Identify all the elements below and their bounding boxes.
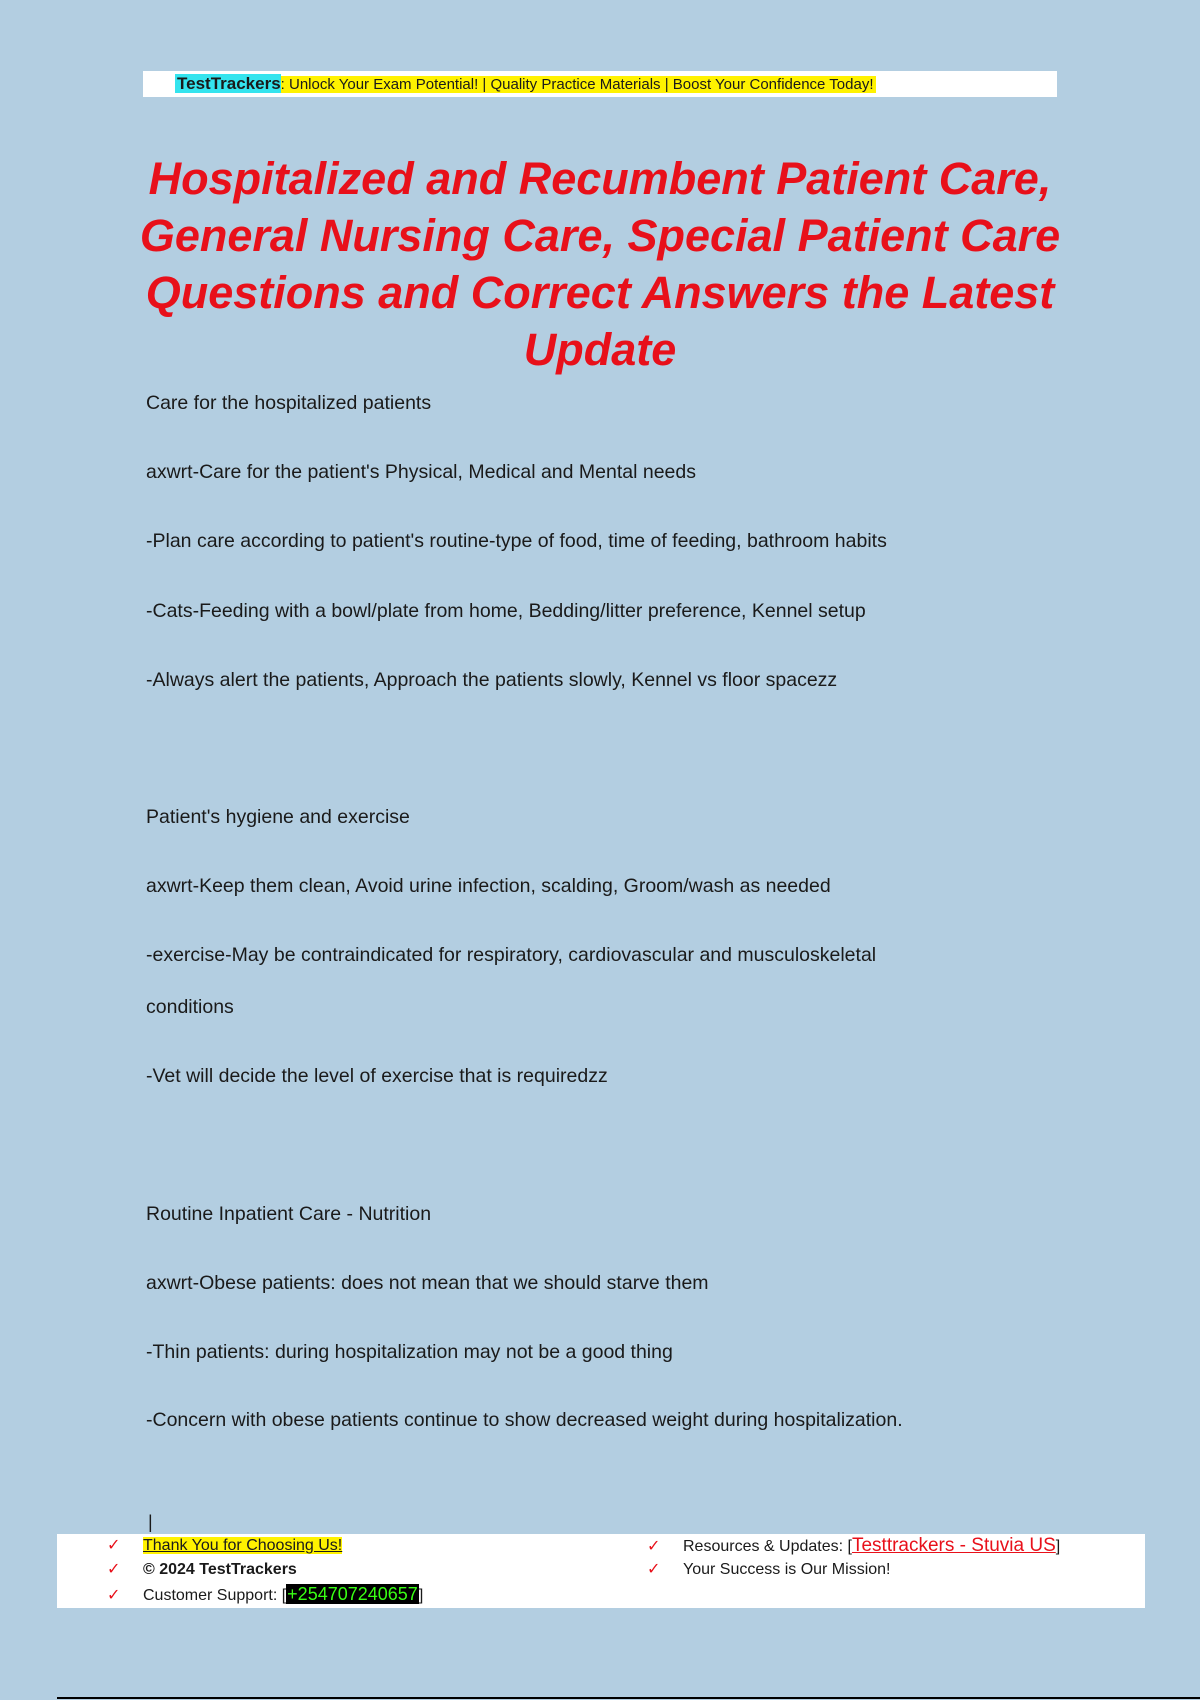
answer-line: axwrt-Keep them clean, Avoid urine infection, scalding, Groom/wash as needed <box>146 875 831 897</box>
answer-line: -exercise-May be contraindicated for respiratory, cardiovascular and musculoskeletal <box>146 944 877 966</box>
title-line: Update <box>523 324 677 375</box>
answer-line: conditions <box>146 996 234 1018</box>
document-title <box>120 150 1080 378</box>
support-phone[interactable]: +254707240657 <box>287 1584 418 1604</box>
answer-line: -Always alert the patients, Approach the patients slowly, Kennel vs floor spacezz <box>146 669 838 691</box>
resources-close: ] <box>1055 1538 1061 1555</box>
footer-right-column <box>647 1534 1060 1582</box>
footer-left-column <box>107 1534 423 1606</box>
footer-resources-row <box>647 1534 1060 1558</box>
check-icon: ✓ <box>107 1561 121 1578</box>
mission-text: Your Success is Our Mission! <box>683 1561 891 1578</box>
check-icon: ✓ <box>107 1587 121 1604</box>
answer-line: axwrt-Obese patients: does not mean that we should starve them <box>146 1272 709 1294</box>
footer <box>57 1534 1145 1608</box>
section-heading: Care for the hospitalized patients <box>146 392 432 414</box>
header-banner <box>143 71 1057 97</box>
page-bottom-divider <box>57 1697 1200 1699</box>
section-heading: Routine Inpatient Care - Nutrition <box>146 1203 432 1225</box>
check-icon: ✓ <box>107 1537 121 1554</box>
footer-thanks-row <box>107 1534 423 1558</box>
footer-support-row <box>107 1582 423 1606</box>
footer-copyright-row <box>107 1558 423 1582</box>
header-tagline: : Unlock Your Exam Potential! | Quality Practice Materials | Boost Your Confidence Today! <box>280 76 874 93</box>
footer-mission-row <box>647 1558 1060 1582</box>
title-line: General Nursing Care, Special Patient Care <box>139 210 1061 261</box>
resources-link[interactable]: Testtrackers - Stuvia US <box>851 1535 1056 1556</box>
answer-line: -Thin patients: during hospitalization may not be a good thing <box>146 1341 673 1363</box>
answer-line: -Cats-Feeding with a bowl/plate from home, Bedding/litter preference, Kennel setup <box>146 600 866 622</box>
thanks-text: Thank You for Choosing Us! <box>143 1537 343 1554</box>
header-text <box>175 71 876 97</box>
resources-label: Resources & Updates: [ <box>683 1538 852 1555</box>
support-close: ] <box>418 1587 424 1604</box>
title-line: Questions and Correct Answers the Latest <box>145 267 1055 318</box>
answer-line: axwrt-Care for the patient's Physical, Medical and Mental needs <box>146 461 696 483</box>
support-label: Customer Support: [ <box>143 1587 287 1604</box>
check-icon: ✓ <box>647 1561 661 1578</box>
check-icon: ✓ <box>647 1538 661 1555</box>
brand-name: TestTrackers <box>177 74 281 93</box>
title-line: Hospitalized and Recumbent Patient Care, <box>148 153 1052 204</box>
section-heading: Patient's hygiene and exercise <box>146 806 410 828</box>
answer-line: -Plan care according to patient's routine-type of food, time of feeding, bathroom habits <box>146 530 887 552</box>
answer-line: -Concern with obese patients continue to show decreased weight during hospitalization. <box>146 1409 903 1431</box>
answer-line: -Vet will decide the level of exercise that is requiredzz <box>146 1065 608 1087</box>
copyright-text: © 2024 TestTrackers <box>143 1561 297 1578</box>
text-cursor-mark: | <box>148 1512 153 1532</box>
